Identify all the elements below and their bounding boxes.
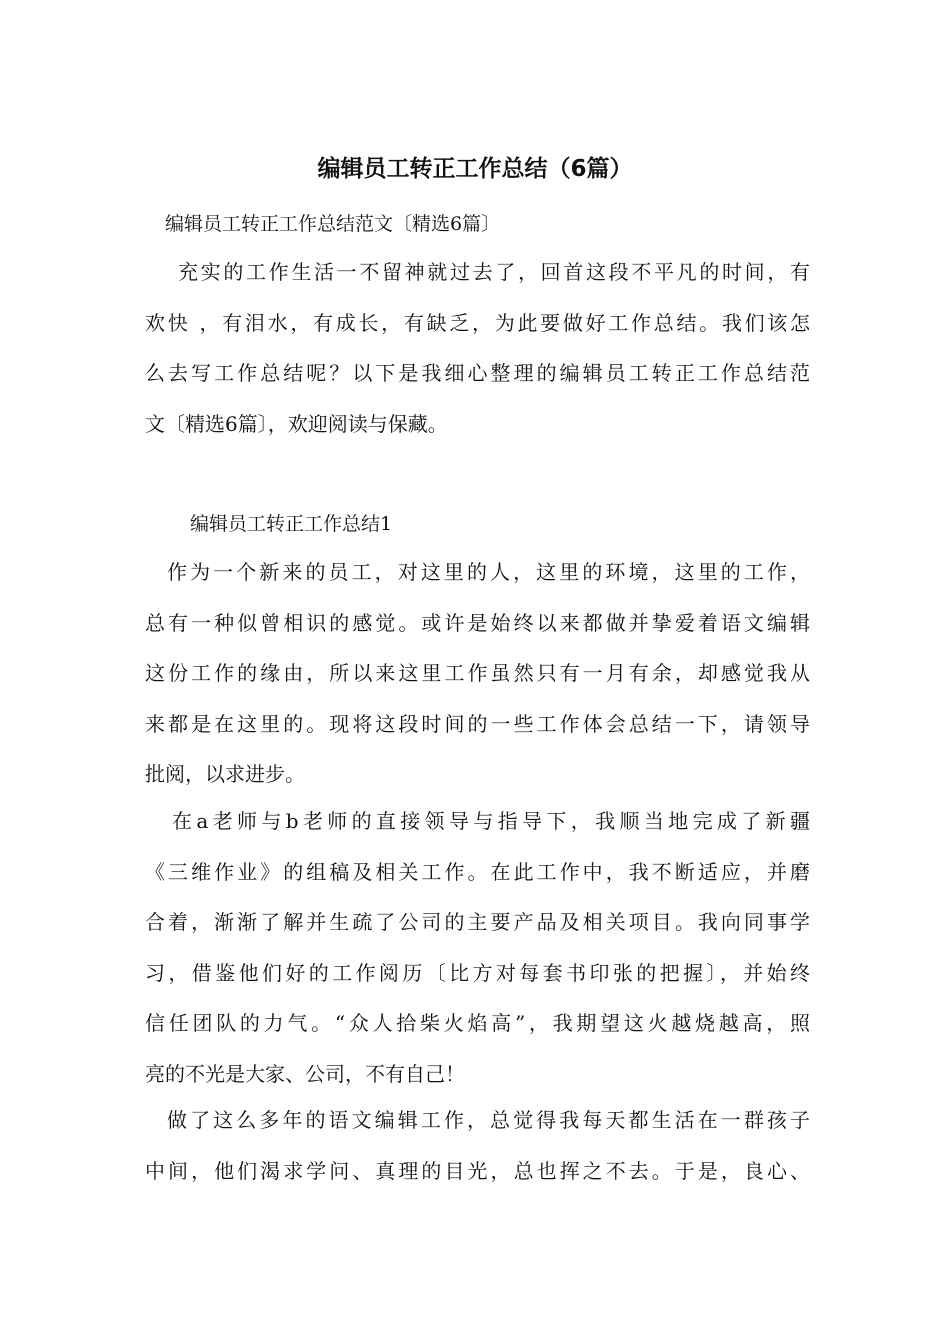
paragraph-line: 这份工作的缘由，所以来这里工作虽然只有一月有余，却感觉我从 (145, 661, 810, 685)
document-title: 编辑员工转正工作总结（6篇） (317, 156, 633, 182)
intro-paragraph (145, 247, 810, 449)
paragraph-line: 《三维作业》的组稿及相关工作。在此工作中，我不断适应，并磨 (145, 859, 810, 884)
paragraph-line: 合着，渐渐了解并生疏了公司的主要产品及相关项目。我向同事学 (145, 910, 810, 934)
paragraph-line: 文〔精选6篇〕，欢迎阅读与保藏。 (145, 411, 448, 436)
paragraph-line: 充实的工作生活一不留神就过去了，回首这段不平凡的时间，有 (178, 260, 810, 284)
paragraph-line: 信任团队的力气。“众人拾柴火焰高”，我期望这火越烧越高，照 (145, 1011, 810, 1035)
paragraph-line: 在a老师与b老师的直接领导与指导下，我顺当地完成了新疆 (172, 809, 810, 833)
section-heading: 编辑员工转正工作总结1 (190, 513, 393, 535)
body-paragraph-2 (145, 796, 810, 1099)
body-paragraph-3 (145, 1095, 810, 1196)
paragraph-line: 作为一个新来的员工，对这里的人，这里的环境，这里的工作， (167, 560, 810, 584)
paragraph-line: 欢快 ，有泪水，有成长，有缺乏，为此要做好工作总结。我们该怎 (145, 310, 810, 335)
paragraph-line: 习，借鉴他们好的工作阅历〔比方对每套书印张的把握〕，并始终 (145, 960, 810, 985)
document-subtitle: 编辑员工转正工作总结范文〔精选6篇〕 (165, 213, 501, 235)
paragraph-line: 中间，他们渴求学问、真理的目光，总也挥之不去。于是，良心、 (145, 1158, 810, 1183)
paragraph-line: 做了这么多年的语文编辑工作，总觉得我每天都生活在一群孩子 (167, 1108, 810, 1132)
paragraph-line: 亮的不光是大家、公司，不有自己！ (145, 1061, 465, 1086)
body-paragraph-1 (145, 547, 810, 800)
paragraph-line: 总有一种似曾相识的感觉。或许是始终以来都做并挚爱着语文编辑 (145, 610, 810, 635)
paragraph-line: 么去写工作总结呢？以下是我细心整理的编辑员工转正工作总结范 (145, 361, 810, 385)
paragraph-line: 来都是在这里的。现将这段时间的一些工作体会总结一下，请领导 (145, 711, 810, 736)
paragraph-line: 批阅，以求进步。 (145, 762, 305, 786)
